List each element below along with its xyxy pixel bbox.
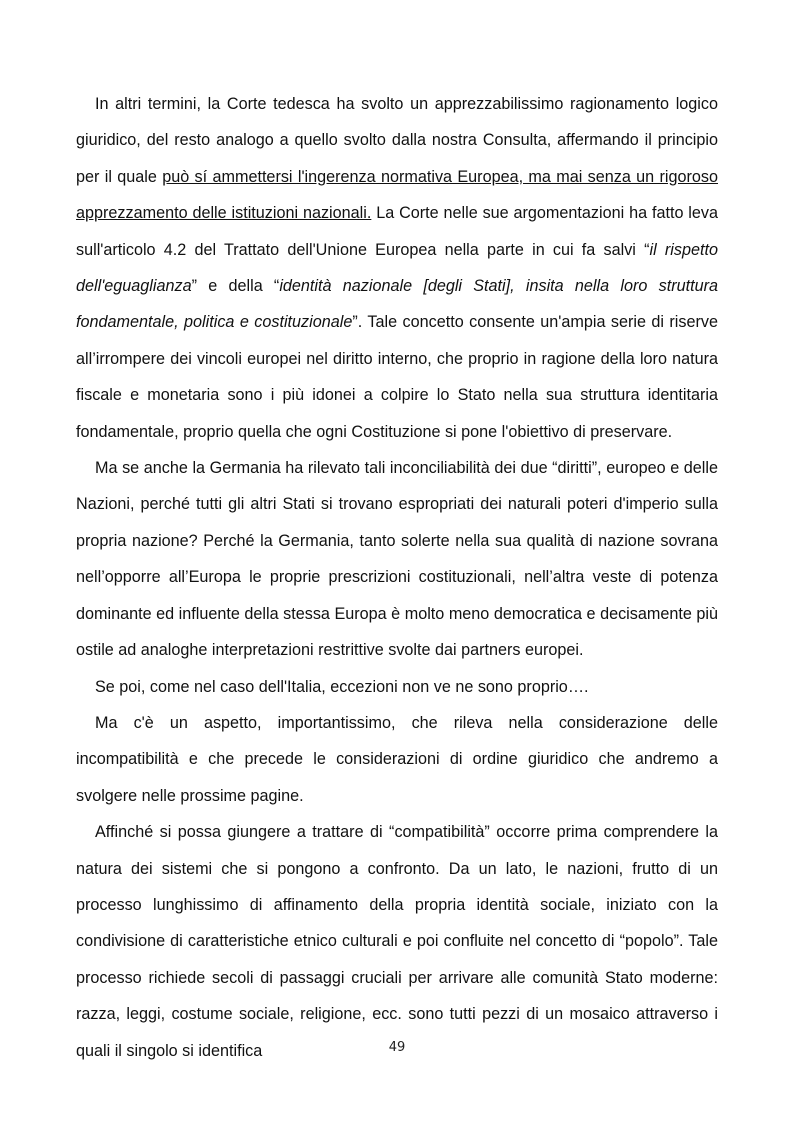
text-run: Se poi, come nel caso dell'Italia, eccezioni non ve ne sono proprio….	[95, 677, 589, 696]
text-run: ” e della “	[191, 277, 280, 296]
text-run: Ma se anche la Germania ha rilevato tali inconciliabilità dei due “diritti”, europeo e delle Nazioni, perché tutti gli altri Stati si trovano espropriati dei naturali poteri d'imperio sulla propria nazione? Perché la Germania, tanto solerte nella sua qualità di nazione sovrana nell’opporre all’Europa le proprie prescrizioni costituzionali, nell’altra veste di potenza dominante ed influente della stessa Europa è molto meno democratica e decisamente più ostile ad analoghe interpretazioni restrittive svolte dai partners europei.	[76, 459, 718, 660]
text-run: La Corte nelle sue argomentazioni ha fatto leva sull'articolo 4.2 del Trattato dell'Unione Europea nella parte in cui fa salvi “	[76, 204, 719, 259]
italic-quote: il rispetto dell'eguaglianza	[76, 240, 718, 296]
page-number: 49	[388, 1040, 406, 1055]
text-run: In altri termini, la Corte tedesca ha svolto un apprezzabilissimo ragionamento logico giuridico, del resto analogo a quello svolto dalla nostra Consulta, affermando il principio per il quale	[76, 95, 718, 186]
text-run: Affinché si possa giungere a trattare di “compatibilità” occorre prima comprendere la natura dei sistemi che si pongono a confronto. Da un lato, le nazioni, frutto di un processo lunghissimo di affinamento della propria identità sociale, iniziato con la condivisione di caratteristiche etnico culturali e poi confluite nel concetto di “popolo”. Tale processo richiede secoli di passaggi cruciali per arrivare alle comunità Stato moderne: razza, leggi, costume sociale, religione, ecc. sono tutti pezzi di un mosaico attraverso i quali il singolo si identifica	[76, 823, 718, 1060]
text-run: Ma c'è un aspetto, importantissimo, che rileva nella considerazione delle incompatibilità e che precede le considerazioni di ordine giuridico che andremo a svolgere nelle prossime pagine.	[76, 713, 718, 805]
paragraph-3	[76, 669, 718, 705]
page-body	[76, 86, 718, 1069]
underlined-text-run: può sí ammettersi l'ingerenza normativa Europea, ma mai senza un rigoroso apprezzamento delle istituzioni nazionali.	[76, 167, 718, 223]
italic-quote: identità nazionale [degli Stati], insita nella loro struttura fondamentale, politica e costituzionale	[76, 277, 718, 332]
text-run: ”. Tale concetto consente un'ampia serie di riserve all’irrompere dei vincoli europei nel diritto interno, che proprio in ragione della loro natura fiscale e monetaria sono i più idonei a colpire lo Stato nella sua struttura identitaria fondamentale, proprio quella che ogni Costituzione si pone l'obiettivo di preservare.	[76, 313, 718, 441]
paragraph-1	[76, 86, 718, 450]
paragraph-4	[76, 705, 718, 814]
paragraph-2	[76, 450, 718, 668]
paragraph-5	[76, 814, 718, 1069]
